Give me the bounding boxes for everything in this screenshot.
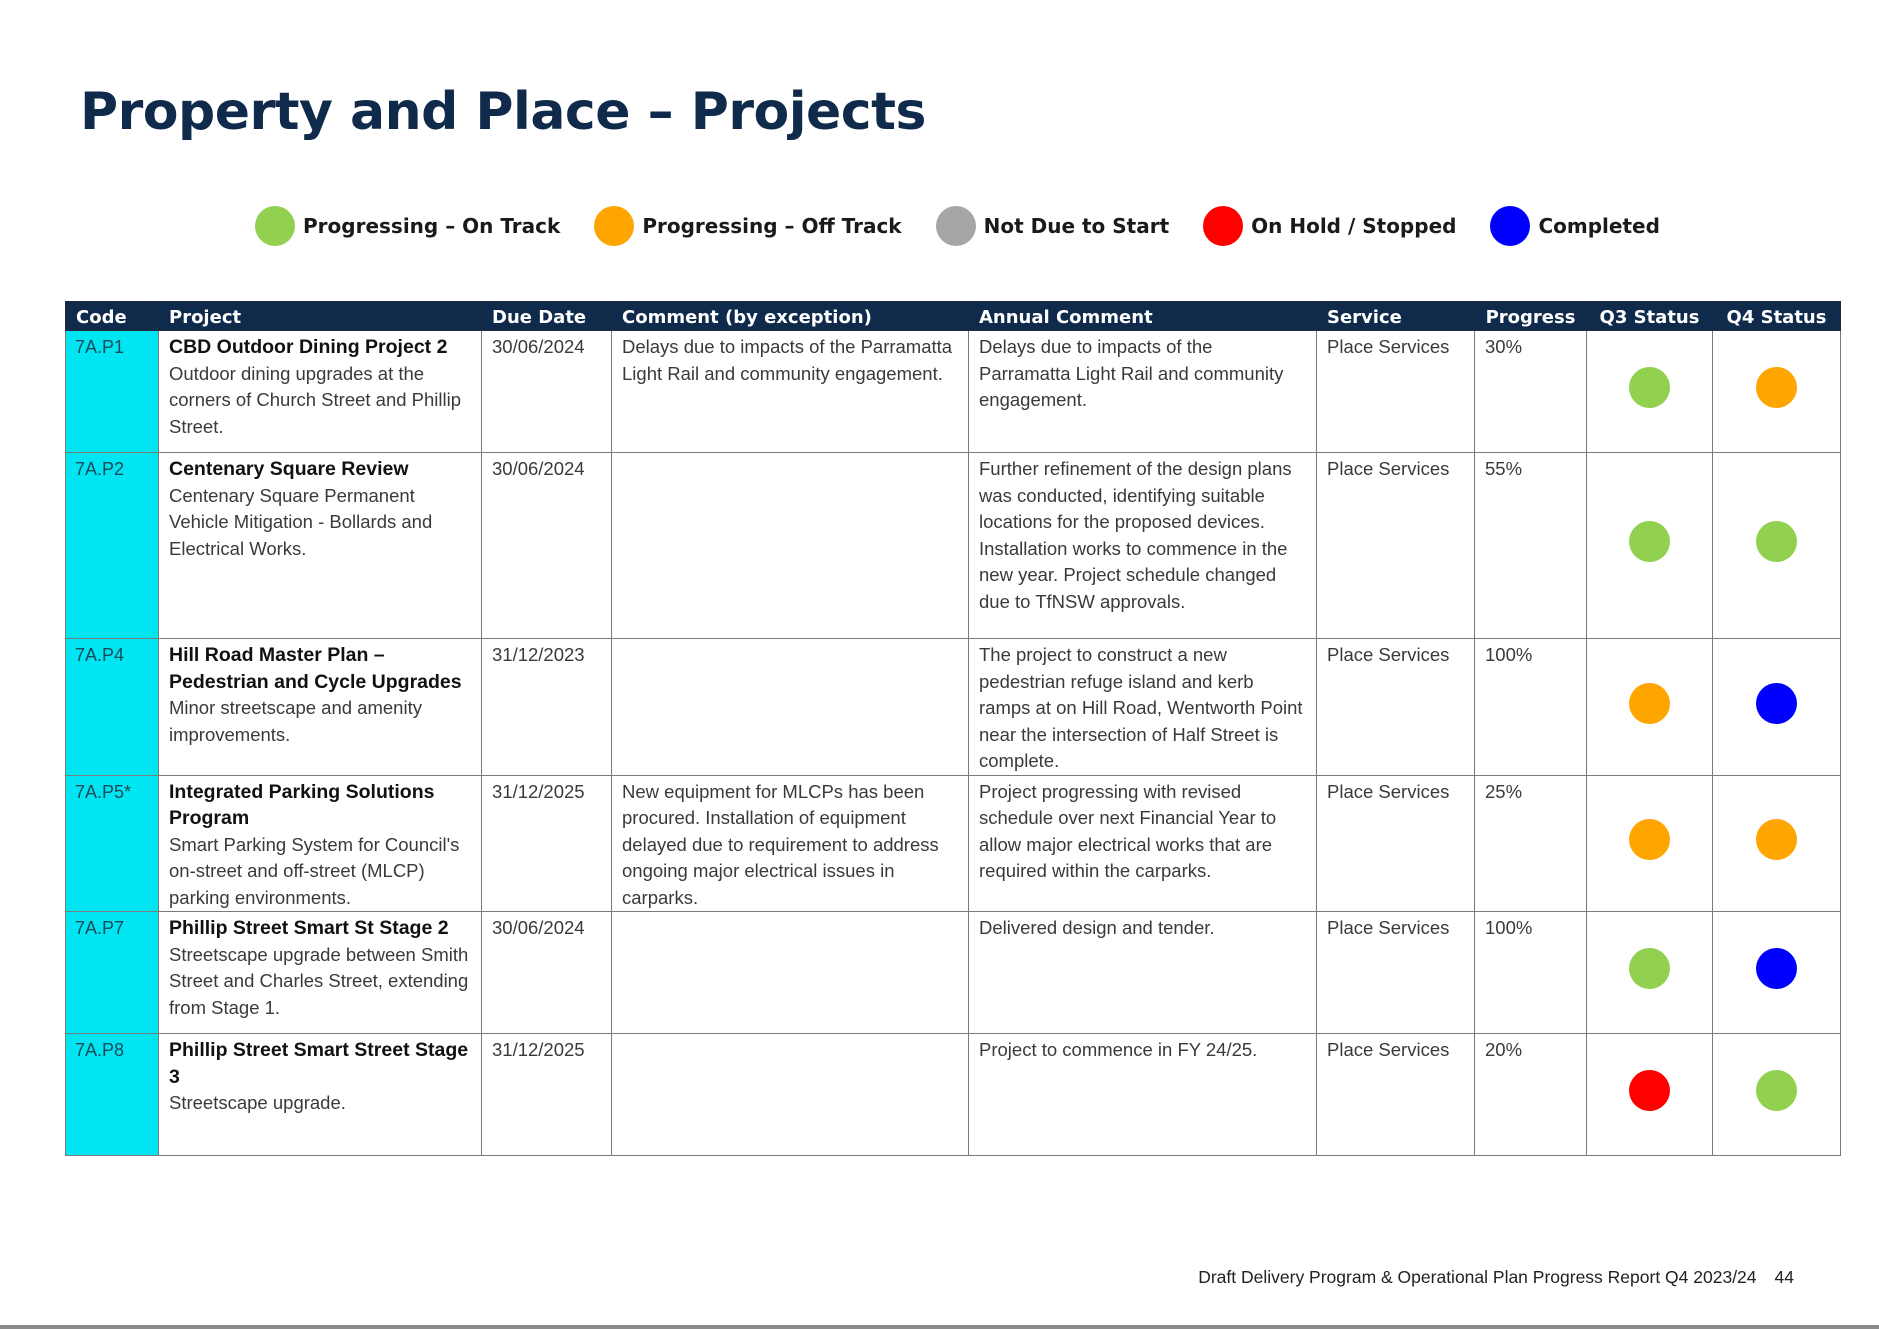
- q3-status-dot-icon: [1629, 367, 1670, 408]
- off-track-dot-icon: [594, 206, 634, 246]
- project-description: Streetscape upgrade.: [169, 1092, 346, 1113]
- q3-status-cell: [1587, 639, 1713, 776]
- header-due-date: Due Date: [482, 302, 612, 331]
- legend-label: Progressing – Off Track: [642, 214, 902, 238]
- q4-status-dot-icon: [1756, 948, 1797, 989]
- on-track-dot-icon: [255, 206, 295, 246]
- annual-comment-cell: Further refinement of the design plans was conducted, identifying suitable locations for the proposed devices. Installation works to commence in the new year. Project schedule changed due to TfNSW approvals.: [969, 453, 1317, 639]
- due-date-cell: 30/06/2024: [482, 912, 612, 1034]
- annual-comment-cell: Project progressing with revised schedule over next Financial Year to allow major electrical works that are required within the carparks.: [969, 775, 1317, 912]
- table-row: [66, 453, 1841, 639]
- service-cell: Place Services: [1317, 453, 1475, 639]
- progress-cell: 25%: [1475, 775, 1587, 912]
- code-cell: 7A.P2: [66, 453, 159, 639]
- q4-status-dot-icon: [1756, 367, 1797, 408]
- project-description: Outdoor dining upgrades at the corners of Church Street and Phillip Street.: [169, 362, 462, 437]
- code-cell: 7A.P4: [66, 639, 159, 776]
- service-cell: Place Services: [1317, 912, 1475, 1034]
- project-cell: [159, 453, 482, 639]
- legend-label: Not Due to Start: [983, 214, 1170, 238]
- q3-status-cell: [1587, 453, 1713, 639]
- annual-comment-cell: The project to construct a new pedestrian refuge island and kerb ramps at on Hill Road, Wentworth Point near the intersection of Half Street is complete.: [969, 639, 1317, 776]
- status-legend: [255, 206, 1694, 246]
- q3-status-dot-icon: [1629, 521, 1670, 562]
- project-title: CBD Outdoor Dining Project 2: [169, 336, 448, 358]
- service-cell: Place Services: [1317, 1034, 1475, 1156]
- service-cell: Place Services: [1317, 775, 1475, 912]
- progress-cell: 100%: [1475, 639, 1587, 776]
- table-header-row: [66, 302, 1841, 331]
- projects-table-wrapper: [65, 301, 1841, 1156]
- on-hold-dot-icon: [1203, 206, 1243, 246]
- due-date-cell: 30/06/2024: [482, 331, 612, 453]
- q4-status-cell: [1713, 912, 1841, 1034]
- q4-status-cell: [1713, 453, 1841, 639]
- q3-status-dot-icon: [1629, 819, 1670, 860]
- bottom-divider: [0, 1325, 1879, 1329]
- project-title: Phillip Street Smart St Stage 2: [169, 917, 449, 939]
- project-description: Smart Parking System for Council's on-street and off-street (MLCP) parking environments.: [169, 833, 460, 908]
- table-row: [66, 331, 1841, 453]
- header-service: Service: [1317, 302, 1475, 331]
- q4-status-cell: [1713, 639, 1841, 776]
- project-description: Centenary Square Permanent Vehicle Mitigation - Bollards and Electrical Works.: [169, 484, 433, 559]
- project-title: Integrated Parking Solutions Program: [169, 780, 435, 829]
- legend-item-on-track: [255, 206, 560, 246]
- header-annual-comment: Annual Comment: [969, 302, 1317, 331]
- header-project: Project: [159, 302, 482, 331]
- header-progress: Progress: [1475, 302, 1587, 331]
- progress-cell: 30%: [1475, 331, 1587, 453]
- project-title: Centenary Square Review: [169, 458, 409, 480]
- q3-status-cell: [1587, 775, 1713, 912]
- project-cell: [159, 1034, 482, 1156]
- code-cell: 7A.P1: [66, 331, 159, 453]
- q3-status-dot-icon: [1629, 948, 1670, 989]
- table-row: [66, 912, 1841, 1034]
- q4-status-dot-icon: [1756, 1070, 1797, 1111]
- legend-label: Completed: [1538, 214, 1660, 238]
- progress-cell: 55%: [1475, 453, 1587, 639]
- comment-cell: New equipment for MLCPs has been procured. Installation of equipment delayed due to requirement to address ongoing major electrical issues in carparks.: [612, 775, 969, 912]
- q3-status-dot-icon: [1629, 683, 1670, 724]
- q4-status-cell: [1713, 775, 1841, 912]
- project-cell: [159, 331, 482, 453]
- comment-cell: [612, 1034, 969, 1156]
- project-cell: [159, 912, 482, 1034]
- q4-status-dot-icon: [1756, 819, 1797, 860]
- q3-status-cell: [1587, 1034, 1713, 1156]
- q4-status-dot-icon: [1756, 683, 1797, 724]
- q3-status-dot-icon: [1629, 1070, 1670, 1111]
- comment-cell: [612, 453, 969, 639]
- code-cell: 7A.P8: [66, 1034, 159, 1156]
- legend-item-not-due: [936, 206, 1170, 246]
- header-comment: Comment (by exception): [612, 302, 969, 331]
- project-description: Minor streetscape and amenity improvements.: [169, 697, 422, 745]
- legend-label: Progressing – On Track: [303, 214, 561, 238]
- service-cell: Place Services: [1317, 331, 1475, 453]
- project-cell: [159, 639, 482, 776]
- page-title: Property and Place – Projects: [80, 82, 926, 142]
- header-q3-status: Q3 Status: [1587, 302, 1713, 331]
- progress-cell: 20%: [1475, 1034, 1587, 1156]
- q4-status-dot-icon: [1756, 521, 1797, 562]
- q4-status-cell: [1713, 331, 1841, 453]
- not-due-dot-icon: [936, 206, 976, 246]
- project-title: Hill Road Master Plan – Pedestrian and Cycle Upgrades: [169, 644, 462, 693]
- q3-status-cell: [1587, 331, 1713, 453]
- table-row: [66, 1034, 1841, 1156]
- legend-item-completed: [1490, 206, 1659, 246]
- project-cell: [159, 775, 482, 912]
- due-date-cell: 30/06/2024: [482, 453, 612, 639]
- due-date-cell: 31/12/2025: [482, 775, 612, 912]
- annual-comment-cell: Delays due to impacts of the Parramatta Light Rail and community engagement.: [969, 331, 1317, 453]
- project-description: Streetscape upgrade between Smith Street and Charles Street, extending from Stage 1.: [169, 943, 469, 1018]
- annual-comment-cell: Delivered design and tender.: [969, 912, 1317, 1034]
- comment-cell: [612, 639, 969, 776]
- legend-item-on-hold: [1203, 206, 1456, 246]
- page-number: 44: [1774, 1267, 1794, 1287]
- due-date-cell: 31/12/2023: [482, 639, 612, 776]
- project-title: Phillip Street Smart Street Stage 3: [169, 1039, 469, 1088]
- footer-report-title: Draft Delivery Program & Operational Plan Progress Report Q4 2023/24: [1198, 1267, 1757, 1287]
- progress-cell: 100%: [1475, 912, 1587, 1034]
- service-cell: Place Services: [1317, 639, 1475, 776]
- header-code: Code: [66, 302, 159, 331]
- legend-label: On Hold / Stopped: [1251, 214, 1457, 238]
- annual-comment-cell: Project to commence in FY 24/25.: [969, 1034, 1317, 1156]
- code-cell: 7A.P5*: [66, 775, 159, 912]
- page-footer: [1198, 1267, 1794, 1288]
- q4-status-cell: [1713, 1034, 1841, 1156]
- table-row: [66, 775, 1841, 912]
- due-date-cell: 31/12/2025: [482, 1034, 612, 1156]
- q3-status-cell: [1587, 912, 1713, 1034]
- code-cell: 7A.P7: [66, 912, 159, 1034]
- completed-dot-icon: [1490, 206, 1530, 246]
- comment-cell: [612, 912, 969, 1034]
- comment-cell: Delays due to impacts of the Parramatta Light Rail and community engagement.: [612, 331, 969, 453]
- header-q4-status: Q4 Status: [1713, 302, 1841, 331]
- legend-item-off-track: [594, 206, 901, 246]
- projects-table: [65, 301, 1841, 1156]
- table-row: [66, 639, 1841, 776]
